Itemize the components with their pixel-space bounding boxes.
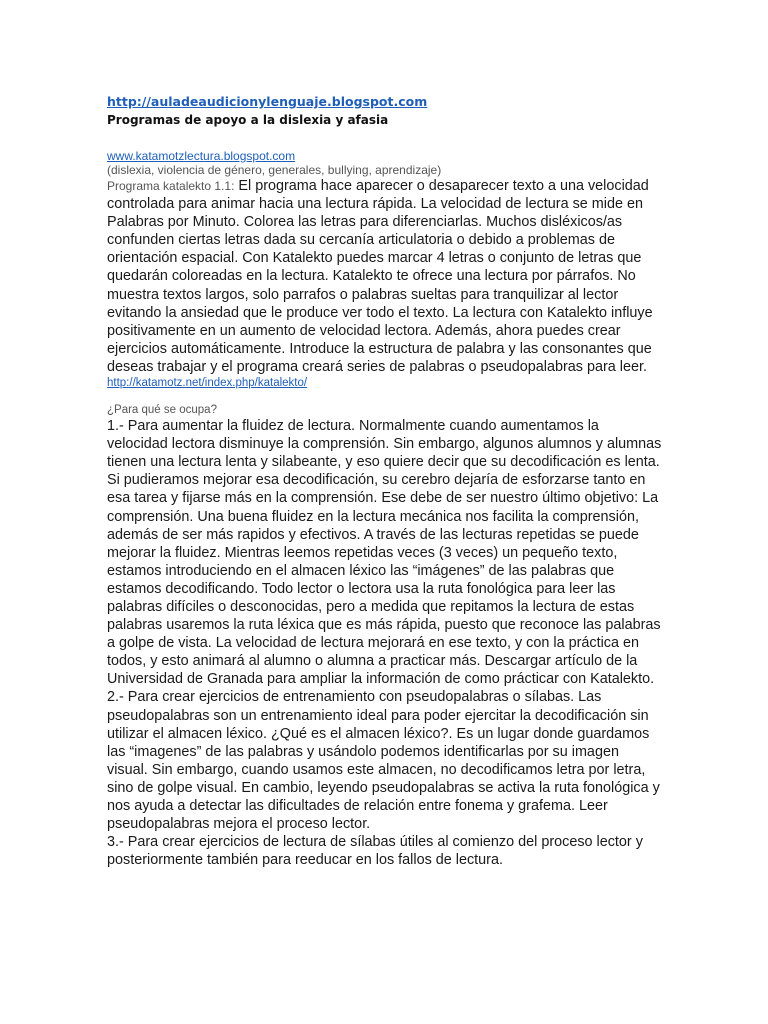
document-page (107, 93, 663, 869)
blog-url-link[interactable]: http://auladeaudicionylenguaje.blogspot.com (107, 94, 428, 109)
topic-tags: (dislexia, violencia de género, generales, bullying, aprendizaje) (107, 163, 442, 177)
use-item-1: 1.- Para aumentar la fluidez de lectura. Normalmente cuando aumentamos la velocidad lectora disminuye la comprensión. Sin embargo, algunos alumnos y alumnas tienen una lectura lenta y silabeante, y eso quiere decir que su decodificación es lenta. Si pudieramos mejorar esa decodificación, su cerebro dejaría de esforzarse tanto en esa tarea y fijarse más en la comprensión. Ese debe de ser nuestro último objetivo: La comprensión. Una buena fluidez en la lectura mecánica nos facilita la comprensión, además de ser más rapidos y efectivos. A través de las lecturas repetidas se puede mejorar la fluidez. Mientras leemos repetidas veces (3 veces) un pequeño texto, estamos introduciendo en el almacen léxico las “imágenes” de las palabras que estamos decodificando. Todo lector o lectora usa la ruta fonológica para leer las palabras difíciles o desconocidas, pero a medida que repitamos la lectura de estas palabras usaremos la ruta léxica que es más rápida, puesto que reconoce las palabras a golpe de vista. La velocidad de lectura mejorará en ese texto, y con la práctica en todos, y esto animará al alumno o alumna a practicar más. Descargar artículo de la Universidad de Granada para ampliar la información de como prácticar con Katalekto. (107, 418, 662, 688)
katamotz-site-link[interactable]: www.katamotzlectura.blogspot.com (107, 149, 296, 163)
program-description (107, 177, 663, 376)
katalekto-link[interactable]: http://katamotz.net/index.php/katalekto/ (107, 377, 308, 390)
program-name: Programa katalekto 1.1: (107, 179, 235, 193)
document-subtitle: Programas de apoyo a la dislexia y afasia (107, 113, 389, 127)
program-description-text: El programa hace aparecer o desaparecer texto a una velocidad controlada para animar hacia una lectura rápida. La velocidad de lectura se mide en Palabras por Minuto. Colorea las letras para diferenciarlas. Muchos disléxicos/as confunden ciertas letras dada su cercanía articulatoria o debido a problemas de orientación espacial. Con Katalekto puedes marcar 4 letras o conjunto de letras que quedarán coloreadas en la lectura. Katalekto te ofrece una lectura por párrafos. No muestra textos largos, solo parrafos o palabras sueltas para tranquilizar al lector evitando la ansiedad que le produce ver todo el texto. La lectura con Katalekto influye positivamente en un aumento de velocidad lectora. Además, ahora puedes crear ejercicios automáticamente. Introduce la estructura de palabra y las consonantes que deseas trabajar y el programa creará series de palabras o pseudopalabras para leer. (107, 178, 653, 375)
use-item-2: 2.- Para crear ejercicios de entrenamiento con pseudopalabras o sílabas. Las pseudopalabras son un entrenamiento ideal para poder ejercitar la decodificación sin utilizar el almacen léxico. ¿Qué es el almacen léxico?. Es un lugar donde guardamos las “imagenes” de las palabras y usándolo podemos identificarlas por su imagen visual. Sin embargo, cuando usamos este almacen, no decodificamos letra por letra, sino de golpe visual. En cambio, leyendo pseudopalabras se activa la ruta fonológica y nos ayuda a detectar las dificultades de relación entre fonema y grafema. Leer pseudopalabras mejora el proceso lector. (107, 689, 660, 833)
uses-question: ¿Para qué se ocupa? (107, 404, 217, 417)
use-item-3: 3.- Para crear ejercicios de lectura de sílabas útiles al comienzo del proceso lector y posteriormente también para reeducar en los fallos de lectura. (107, 834, 643, 869)
